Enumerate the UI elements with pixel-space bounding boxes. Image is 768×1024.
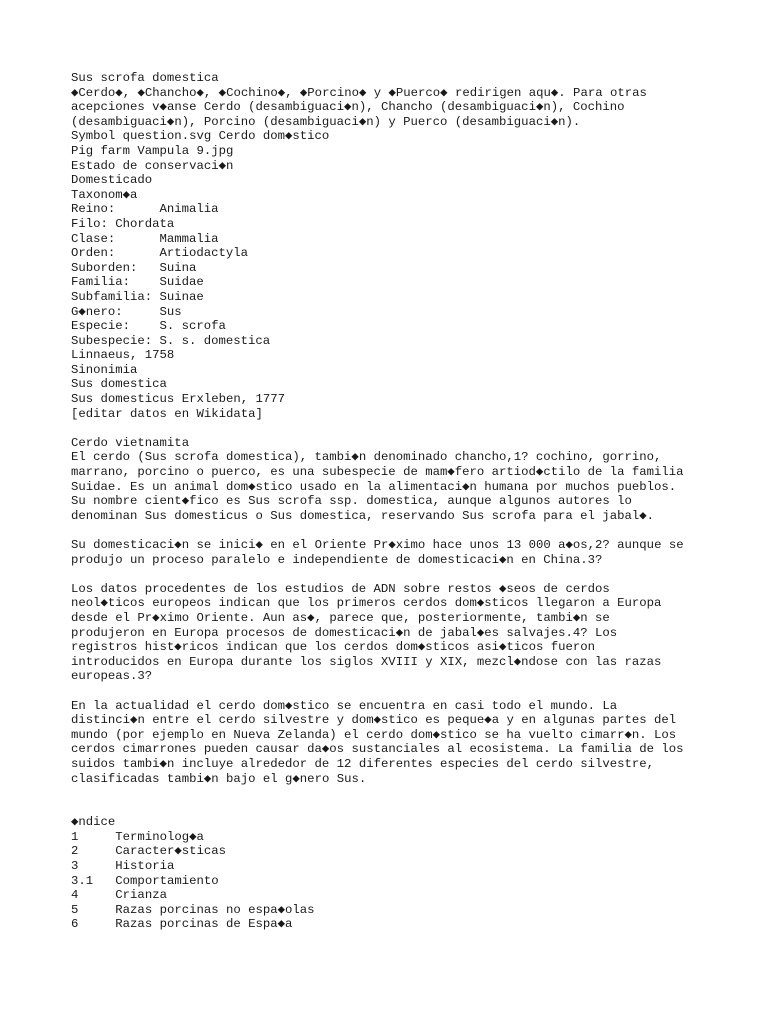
- toc-title: ◆ndice: [71, 815, 116, 830]
- taxonomy-value: Suinae: [159, 289, 204, 304]
- toc-item[interactable]: [71, 844, 711, 859]
- taxonomy-rank: Subfamilia:: [71, 289, 153, 304]
- paragraph-line: desde el Pr◆ximo Oriente. Aun as◆, parece que, posteriormente, tambi◆n se: [71, 610, 610, 625]
- article-title: Sus scrofa domestica: [71, 71, 219, 85]
- toc-number: 5: [71, 902, 79, 917]
- spacer: [71, 421, 711, 436]
- taxonomy-value: Artiodactyla: [159, 246, 249, 261]
- taxonomy-row: [71, 334, 711, 349]
- taxonomy-row: [71, 246, 711, 261]
- taxonomy-rank: Filo:: [71, 216, 116, 231]
- paragraph-line: cerdos cimarrones pueden causar da◆os sustanciales al ecosistema. La familia de los: [71, 742, 684, 757]
- taxonomy-row: [71, 217, 711, 232]
- paragraph: [71, 538, 711, 567]
- paragraph: [71, 699, 711, 787]
- taxonomy-rank: Orden:: [71, 246, 116, 261]
- spacer: [71, 684, 711, 699]
- paragraph-line: Su domesticaci◆n se inici◆ en el Oriente Pr◆ximo hace unos 13 000 a◆os,2? aunque se: [71, 538, 684, 552]
- image-filename: Pig farm Vampula 9.jpg: [71, 143, 234, 158]
- toc-item[interactable]: [71, 874, 711, 889]
- toc-label: Historia: [115, 859, 175, 874]
- taxonomy-rank: Subespecie:: [71, 333, 153, 348]
- paragraph-line: clasificadas tambi◆n bajo el g◆nero Sus.: [71, 771, 367, 786]
- taxonomy-row: [71, 232, 711, 247]
- taxonomy-row: [71, 305, 711, 320]
- taxonomy-rank: Reino:: [71, 202, 116, 217]
- taxonomy-row: [71, 275, 711, 290]
- wikidata-edit-link[interactable]: [editar datos en Wikidata]: [71, 406, 263, 421]
- taxonomy-value: Animalia: [159, 202, 219, 217]
- toc-number: 4: [71, 888, 79, 903]
- taxonomy-row: [71, 290, 711, 305]
- taxonomy-value: S. s. domestica: [159, 333, 271, 348]
- toc-number: 1: [71, 829, 79, 844]
- paragraph-line: Los datos procedentes de los estudios de ADN sobre restos ◆seos de cerdos: [71, 581, 610, 596]
- taxonomy-rank: Especie:: [71, 319, 131, 334]
- taxonomy-rank: Clase:: [71, 231, 116, 246]
- toc-item[interactable]: [71, 917, 711, 932]
- redirect-note-line: acepciones v◆anse Cerdo (desambiguaci◆n), Chancho (desambiguaci◆n), Cochino: [71, 100, 625, 115]
- synonymy-label: Sinonimia: [71, 362, 138, 377]
- toc-number: 3.1: [71, 873, 94, 888]
- spacer: [71, 786, 711, 801]
- redirect-note-line: ◆Cerdo◆, ◆Chancho◆, ◆Cochino◆, ◆Porcino◆ y ◆Puerco◆ redirigen aqu◆. Para otras: [71, 85, 647, 100]
- toc-number: 2: [71, 844, 79, 859]
- taxonomy-value: S. scrofa: [159, 319, 226, 334]
- spacer: [71, 523, 711, 538]
- taxonomy-rank: Familia:: [71, 275, 131, 290]
- document-page: [71, 71, 711, 932]
- toc-label: Terminolog◆a: [115, 829, 204, 844]
- paragraph: [71, 450, 711, 523]
- taxonomy-rank: G◆nero:: [71, 304, 123, 319]
- taxonomy-value: Mammalia: [159, 231, 219, 246]
- synonym-item: Sus domesticus Erxleben, 1777: [71, 392, 286, 407]
- paragraph-line: neol◆ticos europeos indican que los primeros cerdos dom◆sticos llegaron a Europa: [71, 596, 662, 611]
- toc-label: Crianza: [115, 888, 167, 903]
- taxonomy-value: Suidae: [159, 275, 204, 290]
- redirect-note-line: (desambiguaci◆n), Porcino (desambiguaci◆n) y Puerco (desambiguaci◆n).: [71, 114, 581, 129]
- paragraph-line: produjo un proceso paralelo e independiente de domesticaci◆n en China.3?: [71, 552, 603, 567]
- symbol-line: Symbol question.svg Cerdo dom◆stico: [71, 129, 330, 144]
- paragraph-line: El cerdo (Sus scrofa domestica), tambi◆n denominado chancho,1? cochino, gorrino,: [71, 450, 662, 465]
- taxonomy-value: Suina: [159, 260, 197, 275]
- table-of-contents: [71, 830, 711, 932]
- taxonomy-value: Chordata: [115, 216, 175, 231]
- toc-item[interactable]: [71, 888, 711, 903]
- toc-label: Comportamiento: [115, 873, 219, 888]
- taxonomy-value: Sus: [159, 304, 182, 319]
- conservation-value: Domesticado: [71, 173, 153, 188]
- toc-item[interactable]: [71, 859, 711, 874]
- paragraph-line: suidos tambi◆n incluye alrededor de 12 diferentes especies del cerdo silvestre,: [71, 756, 654, 771]
- toc-number: 3: [71, 859, 79, 874]
- synonym-item: Sus domestica: [71, 377, 167, 392]
- taxonomy-authority: Linnaeus, 1758: [71, 348, 175, 363]
- image-caption: Cerdo vietnamita: [71, 435, 190, 450]
- paragraph-line: registros hist◆ricos indican que los cerdos dom◆sticos asi◆ticos fueron: [71, 640, 596, 655]
- taxonomy-table: [71, 202, 711, 348]
- toc-label: Razas porcinas de Espa◆a: [115, 917, 293, 932]
- toc-label: Razas porcinas no espa◆olas: [115, 902, 315, 917]
- spacer: [71, 567, 711, 582]
- paragraph-line: En la actualidad el cerdo dom◆stico se encuentra en casi todo el mundo. La: [71, 698, 618, 713]
- paragraph-line: Suidae. Es un animal dom◆stico usado en la alimentaci◆n humana por muchos pueblos.: [71, 479, 677, 494]
- paragraph-line: denominan Sus domesticus o Sus domestica, reservando Sus scrofa para el jabal◆.: [71, 508, 654, 523]
- taxonomy-row: [71, 319, 711, 334]
- paragraph-line: Su nombre cient◆fico es Sus scrofa ssp. domestica, aunque algunos autores lo: [71, 494, 632, 509]
- paragraph: [71, 582, 711, 684]
- taxonomy-row: [71, 261, 711, 276]
- conservation-label: Estado de conservaci◆n: [71, 158, 234, 173]
- taxonomy-row: [71, 202, 711, 217]
- spacer: [71, 801, 711, 816]
- paragraph-line: europeas.3?: [71, 669, 153, 684]
- paragraph-line: marrano, porcino o puerco, es una subespecie de mam◆fero artiod◆ctilo de la familia: [71, 465, 684, 480]
- paragraph-line: introducidos en Europa durante los siglos XVIII y XIX, mezcl◆ndose con las razas: [71, 654, 662, 669]
- toc-item[interactable]: [71, 903, 711, 918]
- paragraph-line: produjeron en Europa procesos de domesticaci◆n de jabal◆es salvajes.4? Los: [71, 625, 618, 640]
- toc-label: Caracter◆sticas: [115, 844, 227, 859]
- toc-number: 6: [71, 917, 79, 932]
- paragraph-line: mundo (por ejemplo en Nueva Zelanda) el cerdo dom◆stico se ha vuelto cimarr◆n. Los: [71, 727, 677, 742]
- toc-item[interactable]: [71, 830, 711, 845]
- taxonomy-label: Taxonom◆a: [71, 187, 138, 202]
- paragraph-line: distinci◆n entre el cerdo silvestre y dom◆stico es peque◆a y en algunas partes del: [71, 713, 677, 728]
- taxonomy-rank: Suborden:: [71, 260, 138, 275]
